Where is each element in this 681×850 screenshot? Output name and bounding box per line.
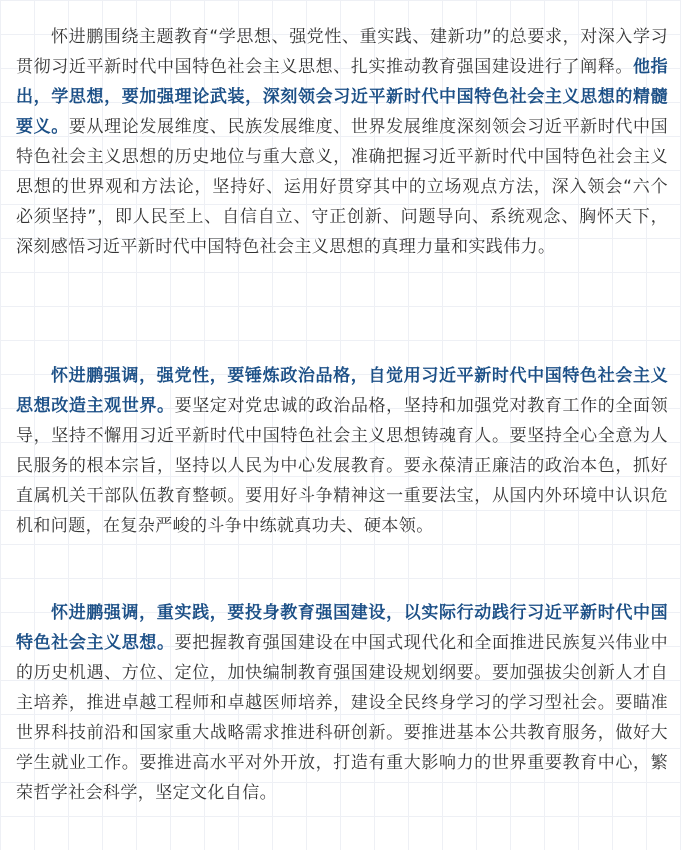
paragraph-emphasis: 怀进鹏强调，重实践，要投身教育强国建设，以实际行动践行习近平新时代中国特色社会主义思想。 [16,603,668,653]
paragraph-study-thought [16,22,668,262]
paragraph-body: 要坚定对党忠诚的政治品格，坚持和加强党对教育工作的全面领导，坚持不懈用习近平新时代中国特色社会主义思想铸魂育人。要坚持全心全意为人民服务的根本宗旨，坚持以人民为中心发展教育。要永葆清正廉洁的政治本色，抓好直属机关干部队伍教育整顿。要用好斗争精神这一重要法宝，从国内外环境中认识危机和问题，在复杂严峻的斗争中练就真功夫、硬本领。 [16,396,668,536]
paragraph-emphasis: 怀进鹏强调，强党性，要锤炼政治品格，自觉用习近平新时代中国特色社会主义思想改造主观世界。 [16,366,668,416]
paragraph-body: 要把握教育强国建设在中国式现代化和全面推进民族复兴伟业中的历史机遇、方位、定位，加快编制教育强国建设规划纲要。要加强拔尖创新人才自主培养，推进卓越工程师和卓越医师培养，建设全民终身学习的学习型社会。要瞄准世界科技前沿和国家重大战略需求推进科研创新。要推进基本公共教育服务，做好大学生就业工作。要推进高水平对外开放，打造有重大影响力的世界重要教育中心，繁荣哲学社会科学，坚定文化自信。 [16,633,668,803]
paragraph-emphasize-practice [16,598,668,808]
paragraph-body: 要从理论发展维度、民族发展维度、世界发展维度深刻领会习近平新时代中国特色社会主义思想的历史地位与重大意义，准确把握习近平新时代中国特色社会主义思想的世界观和方法论，坚持好、运用好贯穿其中的立场观点方法，深入领会“六个必须坚持”，即人民至上、自信自立、守正创新、问题导向、系统观念、胸怀天下，深刻感悟习近平新时代中国特色社会主义思想的真理力量和实践伟力。 [16,117,668,257]
paragraph-lead: 怀进鹏围绕主题教育“学思想、强党性、重实践、建新功”的总要求，对深入学习贯彻习近平新时代中国特色社会主义思想、扎实推动教育强国建设进行了阐释。 [16,27,668,77]
paragraph-strengthen-party-spirit [16,361,668,541]
paragraph-emphasis: 他指出，学思想，要加强理论武装，深刻领会习近平新时代中国特色社会主义思想的精髓要义。 [16,57,668,137]
